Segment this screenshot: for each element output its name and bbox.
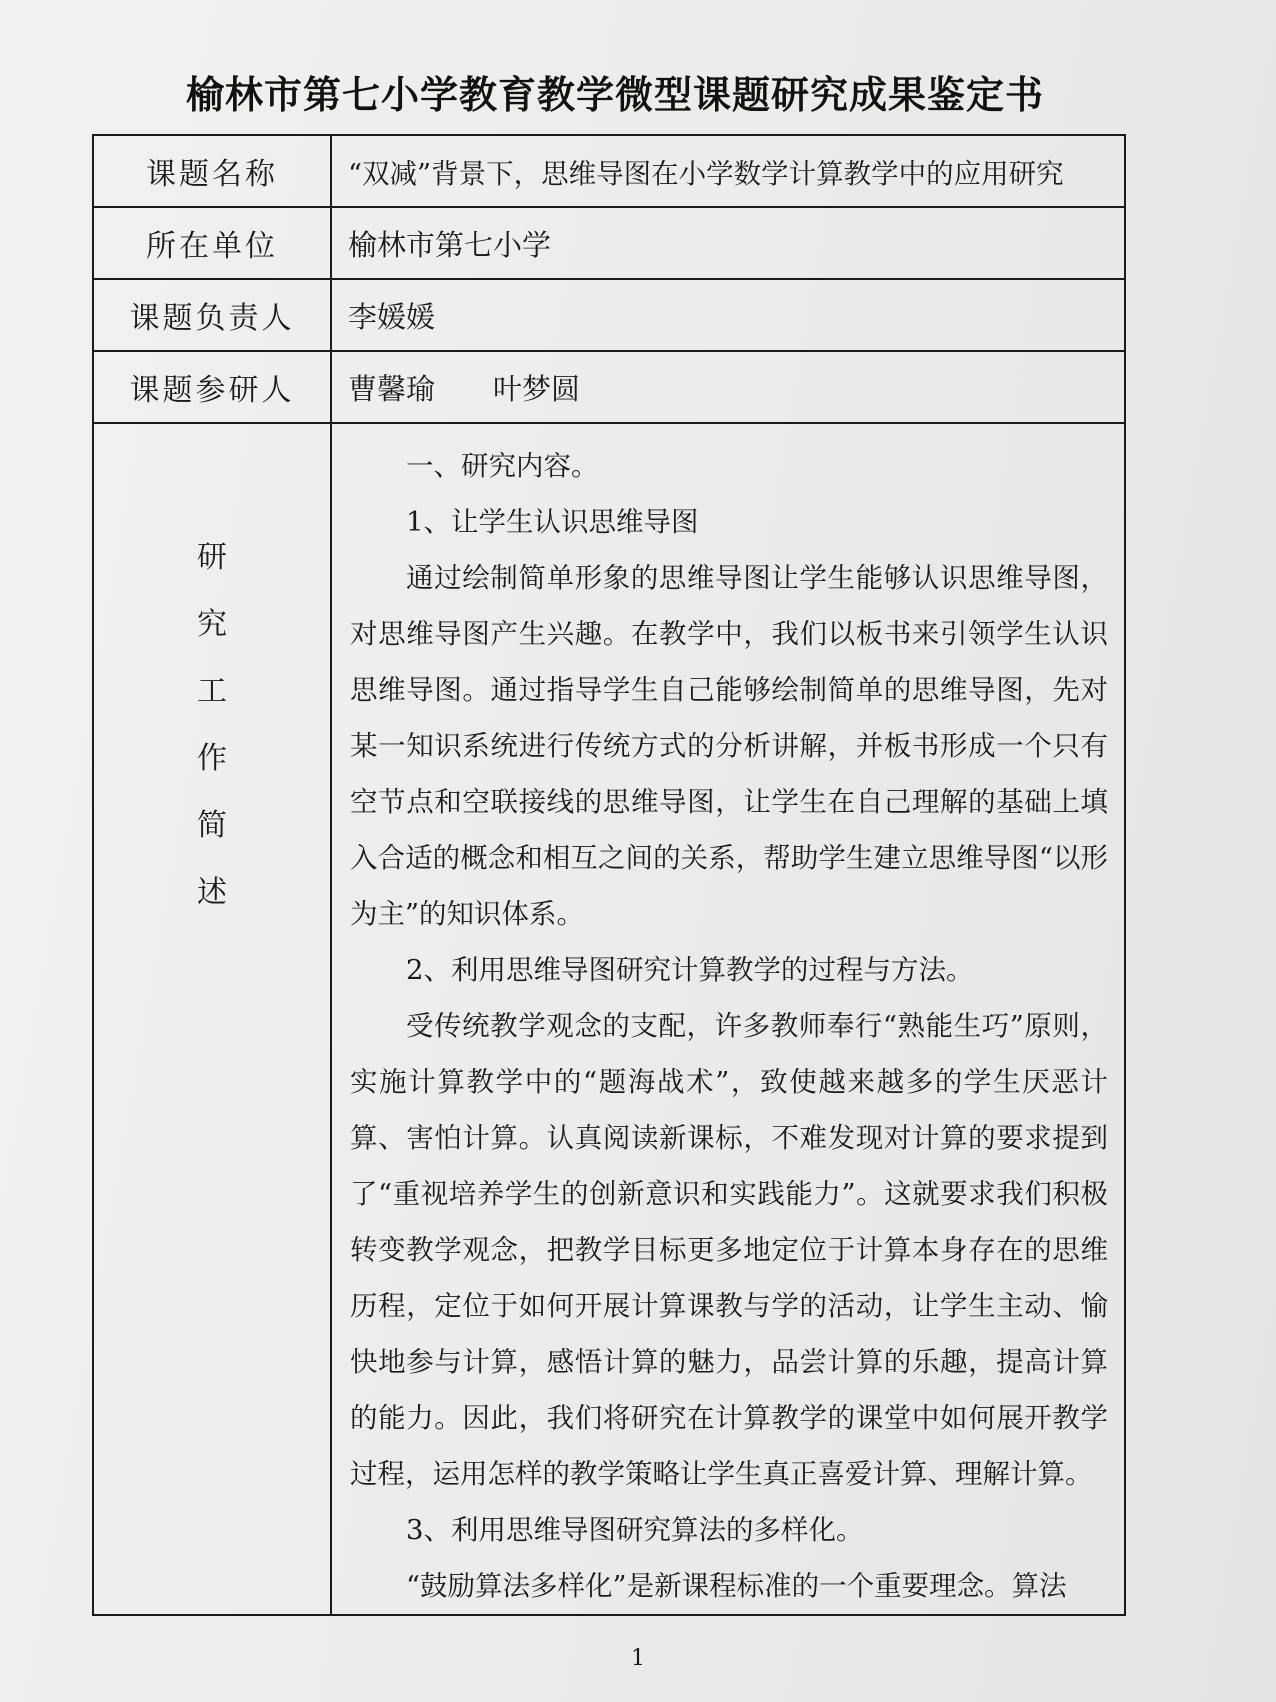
form-row-topic-name — [93, 135, 1125, 207]
summary-label-char: 简 — [197, 808, 227, 843]
label-leader: 课题负责人 — [93, 279, 331, 351]
document-title: 榆林市第七小学教育教学微型课题研究成果鉴定书 — [185, 73, 1044, 117]
value-leader: 李媛媛 — [331, 279, 1125, 351]
value-topic-name: “双减”背景下，思维导图在小学数学计算教学中的应用研究 — [331, 135, 1125, 207]
subsection-heading: 1、让学生认识思维导图 — [406, 506, 699, 538]
form-row-summary — [93, 423, 1125, 1615]
summary-label-char: 工 — [197, 674, 227, 709]
form-row-participants — [93, 351, 1125, 423]
label-participants: 课题参研人 — [93, 351, 331, 423]
body-paragraph: 受传统教学观念的支配，许多教师奉行“熟能生巧”原则，实施计算教学中的“题海战术”，致使越来越多的学生厌恶计算、害怕计算。认真阅读新课标，不难发现对计算的要求提到了“重视培养学生的创新意识和实践能力”。这就要求我们积极转变教学观念，把教学目标更多地定位于计算本身存在的思维历程，定位于如何开展计算课教与学的活动，让学生主动、愉快地参与计算，感悟计算的魅力，品尝计算的乐趣，提高计算的能力。因此，我们将研究在计算教学的课堂中如何展开教学过程，运用怎样的教学策略让学生真正喜爱计算、理解计算。 — [350, 1010, 1108, 1490]
appraisal-form-table — [92, 134, 1126, 1616]
subsection-heading: 2、利用思维导图研究计算教学的过程与方法。 — [406, 954, 974, 986]
body-paragraph: “鼓励算法多样化”是新课程标准的一个重要理念。算法 — [406, 1570, 1067, 1602]
summary-label-char: 述 — [197, 875, 227, 910]
section-heading: 一、研究内容。 — [406, 450, 599, 482]
form-row-unit — [93, 207, 1125, 279]
subsection-heading: 3、利用思维导图研究算法的多样化。 — [406, 1514, 864, 1546]
research-summary-body — [331, 423, 1125, 1615]
form-row-leader — [93, 279, 1125, 351]
summary-label-char: 究 — [197, 607, 227, 642]
value-participants: 曹馨瑜 叶梦圆 — [331, 351, 1125, 423]
label-topic-name: 课题名称 — [93, 135, 331, 207]
label-unit: 所在单位 — [93, 207, 331, 279]
label-research-summary — [93, 423, 331, 1615]
page-number: 1 — [631, 1646, 645, 1671]
summary-label-char: 作 — [197, 741, 227, 776]
body-paragraph: 通过绘制简单形象的思维导图让学生能够认识思维导图，对思维导图产生兴趣。在教学中，我们以板书来引领学生认识思维导图。通过指导学生自己能够绘制简单的思维导图，先对某一知识系统进行传统方式的分析讲解，并板书形成一个只有空节点和空联接线的思维导图，让学生在自己理解的基础上填入合适的概念和相互之间的关系，帮助学生建立思维导图“以形为主”的知识体系。 — [350, 562, 1108, 930]
summary-label-char: 研 — [197, 540, 227, 575]
value-unit: 榆林市第七小学 — [331, 207, 1125, 279]
